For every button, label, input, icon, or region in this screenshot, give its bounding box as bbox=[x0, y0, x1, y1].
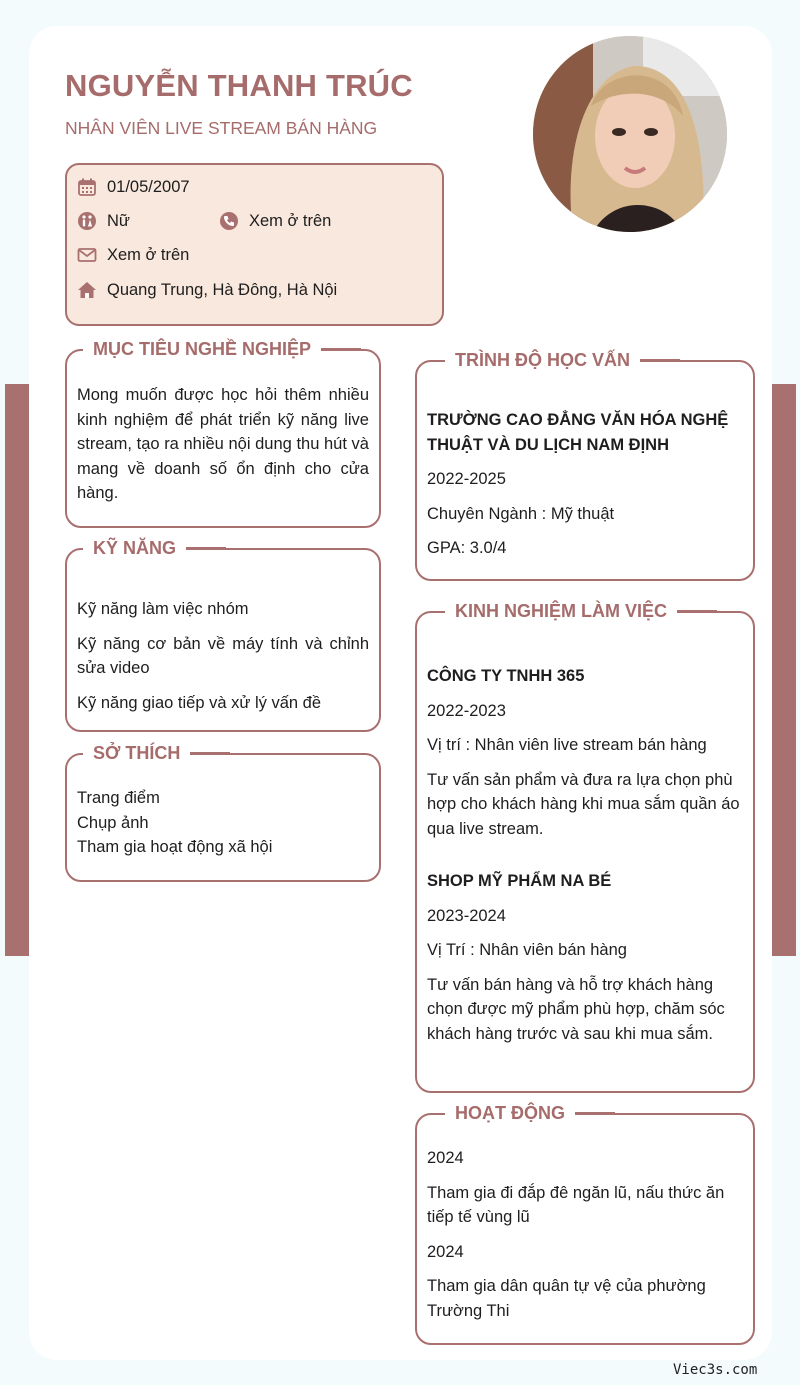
activities-section bbox=[415, 1103, 755, 1345]
experience-section bbox=[415, 601, 755, 1093]
experience-body bbox=[427, 664, 743, 1056]
education-major: Chuyên Ngành : Mỹ thuật bbox=[427, 504, 615, 523]
skill-item: Kỹ năng làm việc nhóm bbox=[77, 600, 249, 618]
skills-section bbox=[65, 538, 381, 732]
activity-year: 2024 bbox=[427, 1149, 464, 1167]
activity-text: Tham gia dân quân tự vệ của phường Trường Thi bbox=[427, 1277, 706, 1320]
activities-body bbox=[427, 1146, 743, 1333]
skill-item: Kỹ năng giao tiếp và xử lý vấn đề bbox=[77, 693, 322, 712]
job-company: SHOP MỸ PHẨM NA BÉ bbox=[427, 872, 612, 890]
birthday-row bbox=[77, 177, 190, 197]
address-row bbox=[77, 280, 337, 300]
hobbies-title: SỞ THÍCH bbox=[83, 740, 190, 766]
hobbies-section bbox=[65, 743, 381, 882]
education-period: 2022-2025 bbox=[427, 470, 506, 488]
profile-photo bbox=[533, 36, 727, 232]
experience-title: KINH NGHIỆM LÀM VIỆC bbox=[445, 598, 677, 624]
activity-year: 2024 bbox=[427, 1242, 464, 1261]
email-row bbox=[77, 245, 189, 265]
calendar-icon bbox=[77, 177, 97, 197]
candidate-name: NGUYỄN THANH TRÚC bbox=[65, 68, 413, 103]
objective-title: MỤC TIÊU NGHỀ NGHIỆP bbox=[83, 336, 321, 362]
objective-section bbox=[65, 339, 381, 528]
activity-text: Tham gia đi đắp đê ngăn lũ, nấu thức ăn tiếp tế vùng lũ bbox=[427, 1183, 725, 1226]
gender-value: Nữ bbox=[107, 211, 130, 230]
education-section bbox=[415, 350, 755, 581]
email-value: Xem ở trên bbox=[107, 245, 190, 264]
activities-title: HOẠT ĐỘNG bbox=[445, 1100, 575, 1126]
birthday-value: 01/05/2007 bbox=[107, 177, 190, 196]
objective-text: Mong muốn được học hỏi thêm nhiều kinh nghiệm để phát triển kỹ năng live stream, tạo ra nhiều nội dung thu hút và mang về doanh số ổn định cho cửa hàng. bbox=[77, 386, 369, 502]
watermark: Viec3s.com bbox=[673, 1362, 758, 1378]
phone-icon bbox=[219, 211, 239, 231]
skills-list bbox=[77, 597, 369, 725]
hobbies-list bbox=[77, 786, 369, 860]
hobby-item: Tham gia hoạt động xã hội bbox=[77, 838, 273, 856]
envelope-icon bbox=[77, 245, 97, 265]
job-company: CÔNG TY TNHH 365 bbox=[427, 667, 585, 685]
address-value: Quang Trung, Hà Đông, Hà Nội bbox=[107, 280, 338, 299]
education-body bbox=[427, 408, 743, 571]
right-accent-bar bbox=[772, 384, 796, 956]
education-gpa: GPA: 3.0/4 bbox=[427, 539, 507, 557]
skill-item: Kỹ năng cơ bản về máy tính và chỉnh sửa video bbox=[77, 634, 369, 677]
job-position: Vị trí : Nhân viên live stream bán hàng bbox=[427, 736, 707, 754]
job-period: 2022-2023 bbox=[427, 701, 506, 720]
skills-title: KỸ NĂNG bbox=[83, 535, 186, 561]
hobby-item: Trang điểm bbox=[77, 789, 160, 807]
left-accent-bar bbox=[5, 384, 29, 956]
home-icon bbox=[77, 280, 97, 300]
contact-info-box bbox=[65, 163, 444, 326]
job-position: Vị Trí : Nhân viên bán hàng bbox=[427, 941, 627, 959]
job-description: Tư vấn sản phẩm và đưa ra lựa chọn phù hợp cho khách hàng khi mua sắm quần áo qua live stream. bbox=[427, 770, 740, 838]
phone-row bbox=[219, 211, 331, 231]
job-period: 2023-2024 bbox=[427, 906, 506, 925]
school-name: TRƯỜNG CAO ĐẲNG VĂN HÓA NGHỆ THUẬT VÀ DU LỊCH NAM ĐỊNH bbox=[427, 411, 729, 454]
phone-value: Xem ở trên bbox=[249, 211, 332, 230]
candidate-role: NHÂN VIÊN LIVE STREAM BÁN HÀNG bbox=[65, 118, 378, 138]
hobby-item: Chụp ảnh bbox=[77, 813, 149, 832]
gender-icon bbox=[77, 211, 97, 231]
education-title: TRÌNH ĐỘ HỌC VẤN bbox=[445, 347, 640, 373]
job-description: Tư vấn bán hàng và hỗ trợ khách hàng chọn được mỹ phẩm phù hợp, chăm sóc khách hàng trước và sau khi mua sắm. bbox=[427, 975, 725, 1043]
gender-row bbox=[77, 211, 130, 231]
